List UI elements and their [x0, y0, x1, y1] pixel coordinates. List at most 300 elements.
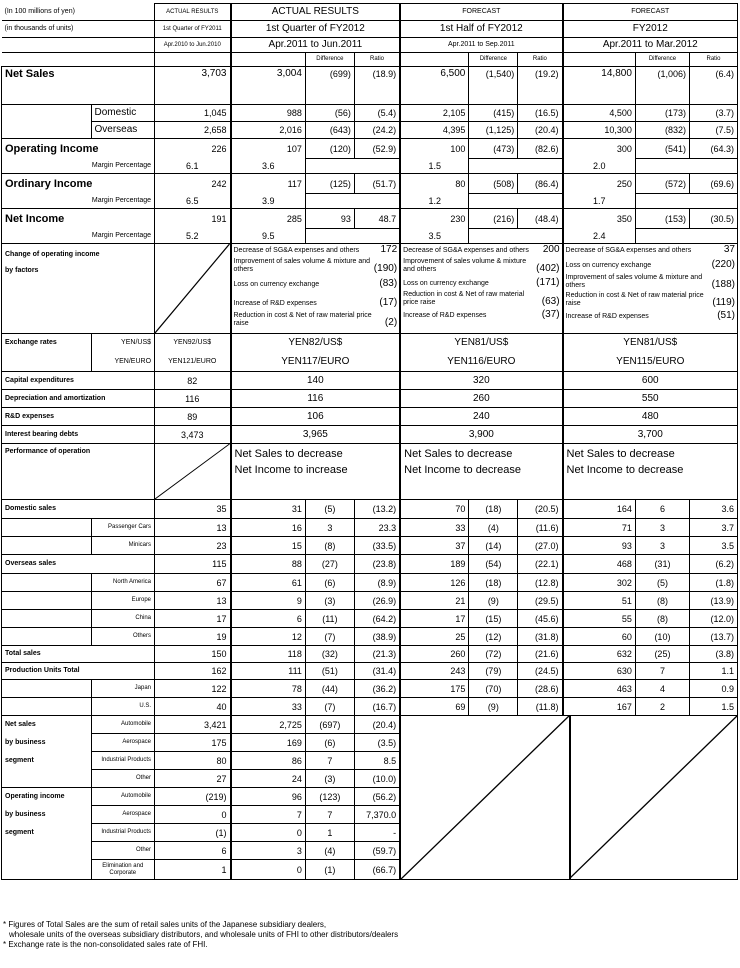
q1-title: ACTUAL RESULTS — [231, 4, 401, 21]
q1-sub1: 1st Quarter of FY2012 — [231, 21, 401, 38]
net-sales-h1: 6,500 — [400, 67, 469, 105]
exchange-q1-usd: YEN82/US$ — [231, 334, 401, 353]
blank — [2, 628, 92, 646]
exchange-fy-eur: YEN115/EURO — [563, 353, 738, 372]
operating-income-prev: 226 — [155, 139, 231, 159]
h1-diff: (4) — [469, 519, 518, 537]
prev-value: 27 — [155, 770, 231, 788]
diagonal-cell — [400, 716, 737, 880]
fy-diff: (8) — [635, 592, 689, 610]
h1-diff: (14) — [469, 537, 518, 555]
ordinary-income-fy-ratio: (69.6) — [690, 174, 738, 194]
footnote: wholesale units of the overseas subsidiary distributors, and wholesale units of FHI to other distributors/dealers — [9, 930, 399, 939]
table-row — [2, 537, 738, 555]
prev-value: 6 — [155, 842, 231, 860]
factor-item: Decrease of SG&A expenses and others 200 — [403, 244, 560, 255]
ordinary-income-q1-ratio: (51.7) — [354, 174, 400, 194]
fy-value: 71 — [563, 519, 636, 537]
header-row-3 — [2, 38, 738, 53]
net-sales-q1: 3,004 — [231, 67, 306, 105]
segment-sublabel: Aerospace — [91, 734, 155, 752]
h1-diff: (70) — [469, 680, 518, 698]
h1-diff: (9) — [469, 592, 518, 610]
row-label: Domestic sales — [2, 500, 155, 519]
fy-value: 60 — [563, 628, 636, 646]
operating-margin-prev: 6.1 — [155, 159, 231, 174]
segment-sublabel: Elimination and Corporate — [91, 860, 155, 880]
fy-ratio: (13.7) — [690, 628, 738, 646]
q1-value: 0 — [231, 860, 306, 880]
capex-h1: 320 — [400, 372, 562, 390]
q1-ratio: - — [354, 824, 400, 842]
prev-value: 150 — [155, 646, 231, 663]
factor-item: Improvement of sales volume & mixture and others (188) — [565, 274, 735, 290]
q1-difference-header: Difference — [305, 53, 354, 67]
row-label: Production Units Total — [2, 663, 155, 680]
q1-ratio: 8.5 — [354, 752, 400, 770]
q1-value: 24 — [231, 770, 306, 788]
table-row — [2, 519, 738, 537]
net-income-fy-ratio: (30.5) — [690, 209, 738, 229]
domestic-h1-ratio: (16.5) — [518, 105, 563, 122]
unit-label-yen: (In 100 millions of yen) — [2, 4, 155, 21]
diagonal-cell — [155, 444, 231, 500]
net-margin-fy: 2.4 — [563, 229, 636, 244]
prev-value: 162 — [155, 663, 231, 680]
perf-line: Net Income to decrease — [566, 464, 684, 476]
ordinary-income-q1-diff: (125) — [305, 174, 354, 194]
row-sublabel: China — [91, 610, 155, 628]
ordinary-income-h1-diff: (508) — [469, 174, 518, 194]
net-margin-row — [2, 229, 738, 244]
exchange-prev-usd: YEN92/US$ — [155, 334, 231, 353]
header-row-2 — [2, 21, 738, 38]
segment-label: Net sales — [2, 716, 92, 734]
segment-label: by business — [2, 806, 92, 824]
row-sublabel: Japan — [91, 680, 155, 698]
h1-ratio: (28.6) — [518, 680, 563, 698]
exchange-usd-row — [2, 334, 738, 353]
segment-label: segment — [2, 752, 92, 770]
footnotes — [3, 920, 398, 950]
q1-factors — [231, 244, 401, 334]
blank — [2, 519, 92, 537]
q1-ratio: (36.2) — [354, 680, 400, 698]
factor-item: Improvement of sales volume & mixture and others (402) — [403, 258, 560, 274]
h1-sub1: 1st Half of FY2012 — [400, 21, 562, 38]
depreciation-label: Depreciation and amortization — [2, 390, 155, 408]
h1-value: 33 — [400, 519, 469, 537]
q1-ratio: (10.0) — [354, 770, 400, 788]
q1-ratio: 23.3 — [354, 519, 400, 537]
overseas-h1: 4,395 — [400, 122, 469, 139]
q1-ratio: (38.9) — [354, 628, 400, 646]
segment-label — [2, 842, 92, 860]
prev-value: 40 — [155, 698, 231, 716]
rnd-q1: 106 — [231, 408, 401, 426]
fy-value: 167 — [563, 698, 636, 716]
h1-value: 243 — [400, 663, 469, 680]
ordinary-margin-q1: 3.9 — [231, 194, 306, 209]
segment-sublabel: Industrial Products — [91, 824, 155, 842]
fy-ratio: 3.7 — [690, 519, 738, 537]
fy-title: FORECAST — [563, 4, 738, 21]
blank — [2, 122, 92, 139]
h1-value: 69 — [400, 698, 469, 716]
operating-income-fy: 300 — [563, 139, 636, 159]
operating-margin-h1: 1.5 — [400, 159, 469, 174]
q1-value: 111 — [231, 663, 306, 680]
q1-value: 169 — [231, 734, 306, 752]
h1-ratio-header: Ratio — [518, 53, 563, 67]
operating-margin-q1: 3.6 — [231, 159, 306, 174]
blank — [2, 680, 92, 698]
h1-diff: (9) — [469, 698, 518, 716]
blank — [2, 353, 92, 372]
q1-diff: (7) — [305, 628, 354, 646]
q1-ratio: (66.7) — [354, 860, 400, 880]
domestic-prev: 1,045 — [155, 105, 231, 122]
debt-row — [2, 426, 738, 444]
domestic-q1-ratio: (5.4) — [354, 105, 400, 122]
prev-value: (219) — [155, 788, 231, 806]
overseas-fy-ratio: (7.5) — [690, 122, 738, 139]
h1-ratio: (29.5) — [518, 592, 563, 610]
header-row-1 — [2, 4, 738, 21]
prev-value: 80 — [155, 752, 231, 770]
results-table — [1, 3, 738, 880]
table-row — [2, 610, 738, 628]
factor-item: Loss on currency exchange (171) — [403, 277, 560, 288]
perf-line: Net Sales to decrease — [566, 448, 675, 460]
row-label: Total sales — [2, 646, 155, 663]
perf-line: Net Income to increase — [234, 464, 348, 476]
exchange-q1-eur: YEN117/EURO — [231, 353, 401, 372]
net-sales-row — [2, 67, 738, 105]
header-blank — [2, 38, 155, 53]
q1-diff: (44) — [305, 680, 354, 698]
header-blank — [2, 53, 155, 67]
ordinary-income-fy: 250 — [563, 174, 636, 194]
blank — [635, 194, 737, 209]
operating-income-h1-diff: (473) — [469, 139, 518, 159]
table-row — [2, 698, 738, 716]
net-sales-q1-ratio: (18.9) — [354, 67, 400, 105]
net-sales-h1-ratio: (19.2) — [518, 67, 563, 105]
segment-row — [2, 716, 738, 734]
overseas-row — [2, 122, 738, 139]
h1-ratio: (22.1) — [518, 555, 563, 574]
factors-label-line1: Change of operating income — [5, 251, 100, 258]
fy-ratio: (13.9) — [690, 592, 738, 610]
blank — [2, 610, 92, 628]
net-income-q1-ratio: 48.7 — [354, 209, 400, 229]
fy-diff: (10) — [635, 628, 689, 646]
net-income-h1-diff: (216) — [469, 209, 518, 229]
margin-label: Margin Percentage — [2, 229, 155, 244]
ordinary-margin-fy: 1.7 — [563, 194, 636, 209]
operating-margin-row — [2, 159, 738, 174]
segment-label: Operating income — [2, 788, 92, 806]
net-sales-fy: 14,800 — [563, 67, 636, 105]
q1-diff: (3) — [305, 770, 354, 788]
blank — [469, 159, 563, 174]
q1-value: 33 — [231, 698, 306, 716]
net-income-label: Net Income — [2, 209, 155, 229]
q1-diff: (6) — [305, 734, 354, 752]
prev-value: 115 — [155, 555, 231, 574]
q1-diff: 7 — [305, 752, 354, 770]
h1-ratio: (21.6) — [518, 646, 563, 663]
table-row — [2, 574, 738, 592]
net-sales-h1-diff: (1,540) — [469, 67, 518, 105]
net-income-q1: 285 — [231, 209, 306, 229]
domestic-row — [2, 105, 738, 122]
perf-line: Net Sales to decrease — [234, 448, 343, 460]
q1-ratio: (26.9) — [354, 592, 400, 610]
factor-item: Increase of R&D expenses (17) — [233, 297, 398, 308]
h1-ratio: (11.8) — [518, 698, 563, 716]
fy-performance — [563, 444, 738, 500]
segment-label: by business — [2, 734, 92, 752]
capex-row — [2, 372, 738, 390]
ordinary-income-h1-ratio: (86.4) — [518, 174, 563, 194]
fy-value: 55 — [563, 610, 636, 628]
capex-prev: 82 — [155, 372, 231, 390]
margin-label: Margin Percentage — [2, 194, 155, 209]
net-income-h1-ratio: (48.4) — [518, 209, 563, 229]
factor-item: Loss on currency exchange (83) — [233, 278, 398, 289]
factor-item: Improvement of sales volume & mixture and others (190) — [233, 258, 398, 274]
fy-ratio: 3.6 — [690, 500, 738, 519]
q1-value: 96 — [231, 788, 306, 806]
depreciation-fy: 550 — [563, 390, 738, 408]
fy-ratio: (6.2) — [690, 555, 738, 574]
factor-item: Loss on currency exchange (220) — [565, 259, 735, 270]
fy-diff: 3 — [635, 537, 689, 555]
blank — [2, 698, 92, 716]
factor-item: Reduction in cost & Net of raw material price raise (2) — [233, 312, 398, 328]
prev-value: 0 — [155, 806, 231, 824]
prev-sub2: Apr.2010 to Jun.2010 — [155, 38, 231, 53]
row-sublabel: Others — [91, 628, 155, 646]
overseas-q1-ratio: (24.2) — [354, 122, 400, 139]
q1-value: 61 — [231, 574, 306, 592]
net-income-prev: 191 — [155, 209, 231, 229]
factor-item: Increase of R&D expenses (37) — [403, 309, 560, 320]
performance-label: Performance of operation — [2, 444, 155, 500]
h1-value: 21 — [400, 592, 469, 610]
rnd-label: R&D expenses — [2, 408, 155, 426]
q1-sub2: Apr.2011 to Jun.2011 — [231, 38, 401, 53]
blank — [2, 592, 92, 610]
rnd-fy: 480 — [563, 408, 738, 426]
h1-diff: (18) — [469, 500, 518, 519]
prev-value: 17 — [155, 610, 231, 628]
h1-value: 25 — [400, 628, 469, 646]
domestic-h1: 2,105 — [400, 105, 469, 122]
net-income-fy: 350 — [563, 209, 636, 229]
capex-fy: 600 — [563, 372, 738, 390]
blank — [2, 574, 92, 592]
h1-ratio: (24.5) — [518, 663, 563, 680]
overseas-h1-diff: (1,125) — [469, 122, 518, 139]
overseas-h1-ratio: (20.4) — [518, 122, 563, 139]
exchange-eur-row — [2, 353, 738, 372]
prev-value: 23 — [155, 537, 231, 555]
domestic-label: Domestic — [91, 105, 155, 122]
fy-diff: 2 — [635, 698, 689, 716]
h1-value: 126 — [400, 574, 469, 592]
debt-q1: 3,965 — [231, 426, 401, 444]
h1-value: 189 — [400, 555, 469, 574]
net-sales-fy-diff: (1,006) — [635, 67, 689, 105]
rnd-row — [2, 408, 738, 426]
q1-value: 6 — [231, 610, 306, 628]
net-income-h1: 230 — [400, 209, 469, 229]
net-income-fy-diff: (153) — [635, 209, 689, 229]
operating-income-h1-ratio: (82.6) — [518, 139, 563, 159]
prev-value: 1 — [155, 860, 231, 880]
net-income-q1-diff: 93 — [305, 209, 354, 229]
net-margin-q1: 9.5 — [231, 229, 306, 244]
segment-rows — [2, 716, 738, 880]
fy-diff: (8) — [635, 610, 689, 628]
fy-diff: 6 — [635, 500, 689, 519]
prev-value: 175 — [155, 734, 231, 752]
header-blank — [231, 53, 306, 67]
h1-diff: (15) — [469, 610, 518, 628]
operating-income-row — [2, 139, 738, 159]
q1-ratio-header: Ratio — [354, 53, 400, 67]
ordinary-margin-h1: 1.2 — [400, 194, 469, 209]
fy-difference-header: Difference — [635, 53, 689, 67]
h1-diff: (18) — [469, 574, 518, 592]
h1-ratio: (20.5) — [518, 500, 563, 519]
h1-diff: (54) — [469, 555, 518, 574]
operating-margin-fy: 2.0 — [563, 159, 636, 174]
fy-ratio-header: Ratio — [690, 53, 738, 67]
segment-sublabel: Other — [91, 842, 155, 860]
depreciation-row — [2, 390, 738, 408]
operating-income-label: Operating Income — [2, 139, 155, 159]
h1-diff: (72) — [469, 646, 518, 663]
segment-label — [2, 770, 92, 788]
capex-label: Capital expenditures — [2, 372, 155, 390]
q1-diff: (27) — [305, 555, 354, 574]
exchange-prev-eur: YEN121/EURO — [155, 353, 231, 372]
q1-diff: (123) — [305, 788, 354, 806]
operating-income-q1: 107 — [231, 139, 306, 159]
fy-ratio: 3.5 — [690, 537, 738, 555]
h1-ratio: (27.0) — [518, 537, 563, 555]
h1-value: 260 — [400, 646, 469, 663]
header-blank — [563, 53, 636, 67]
fy-ratio: 1.5 — [690, 698, 738, 716]
q1-diff: 7 — [305, 806, 354, 824]
rnd-h1: 240 — [400, 408, 562, 426]
table-row — [2, 646, 738, 663]
blank — [635, 229, 737, 244]
blank — [469, 229, 563, 244]
overseas-q1: 2,016 — [231, 122, 306, 139]
q1-value: 31 — [231, 500, 306, 519]
debt-label: Interest bearing debts — [2, 426, 155, 444]
q1-value: 16 — [231, 519, 306, 537]
q1-ratio: (8.9) — [354, 574, 400, 592]
domestic-q1-diff: (56) — [305, 105, 354, 122]
segment-sublabel: Industrial Products — [91, 752, 155, 770]
segment-label: segment — [2, 824, 92, 842]
overseas-q1-diff: (643) — [305, 122, 354, 139]
row-sublabel: Minicars — [91, 537, 155, 555]
segment-label — [2, 860, 92, 880]
h1-ratio: (31.8) — [518, 628, 563, 646]
table-row — [2, 500, 738, 519]
unit-label-units: (in thousands of units) — [2, 21, 155, 38]
fy-ratio: 1.1 — [690, 663, 738, 680]
blank — [635, 159, 737, 174]
debt-fy: 3,700 — [563, 426, 738, 444]
segment-sublabel: Automobile — [91, 788, 155, 806]
prev-value: 122 — [155, 680, 231, 698]
fy-ratio: (1.8) — [690, 574, 738, 592]
blank — [305, 229, 400, 244]
perf-line: Net Sales to decrease — [404, 448, 513, 460]
segment-sublabel: Other — [91, 770, 155, 788]
footnote: * Figures of Total Sales are the sum of retail sales units of the Japanese subsidiary dealers, — [3, 920, 327, 929]
q1-ratio: (59.7) — [354, 842, 400, 860]
fy-ratio: (3.8) — [690, 646, 738, 663]
fy-diff: (31) — [635, 555, 689, 574]
q1-value: 118 — [231, 646, 306, 663]
fy-value: 51 — [563, 592, 636, 610]
q1-ratio: (33.5) — [354, 537, 400, 555]
fy-value: 164 — [563, 500, 636, 519]
q1-diff: (8) — [305, 537, 354, 555]
q1-ratio: (20.4) — [354, 716, 400, 734]
h1-value: 70 — [400, 500, 469, 519]
q1-diff: (5) — [305, 500, 354, 519]
fy-ratio: 0.9 — [690, 680, 738, 698]
q1-ratio: (23.8) — [354, 555, 400, 574]
fy-diff: 3 — [635, 519, 689, 537]
exchange-eur-label: YEN/EURO — [91, 353, 155, 372]
q1-diff: 1 — [305, 824, 354, 842]
q1-ratio: 7,370.0 — [354, 806, 400, 824]
prev-value: 67 — [155, 574, 231, 592]
h1-sub2: Apr.2011 to Sep.2011 — [400, 38, 562, 53]
factor-item: Decrease of SG&A expenses and others 172 — [233, 244, 398, 255]
q1-value: 9 — [231, 592, 306, 610]
operating-income-h1: 100 — [400, 139, 469, 159]
ordinary-income-prev: 242 — [155, 174, 231, 194]
fy-diff: (5) — [635, 574, 689, 592]
domestic-fy-diff: (173) — [635, 105, 689, 122]
h1-value: 175 — [400, 680, 469, 698]
ordinary-income-label: Ordinary Income — [2, 174, 155, 194]
q1-ratio: (16.7) — [354, 698, 400, 716]
factors-label — [2, 244, 155, 334]
prev-value: 13 — [155, 519, 231, 537]
ordinary-income-q1: 117 — [231, 174, 306, 194]
net-sales-fy-ratio: (6.4) — [690, 67, 738, 105]
factor-item: Decrease of SG&A expenses and others 37 — [565, 244, 735, 255]
factors-label-line2: by factors — [5, 267, 39, 274]
fy-diff: 7 — [635, 663, 689, 680]
capex-q1: 140 — [231, 372, 401, 390]
diagonal-cell — [155, 244, 231, 334]
